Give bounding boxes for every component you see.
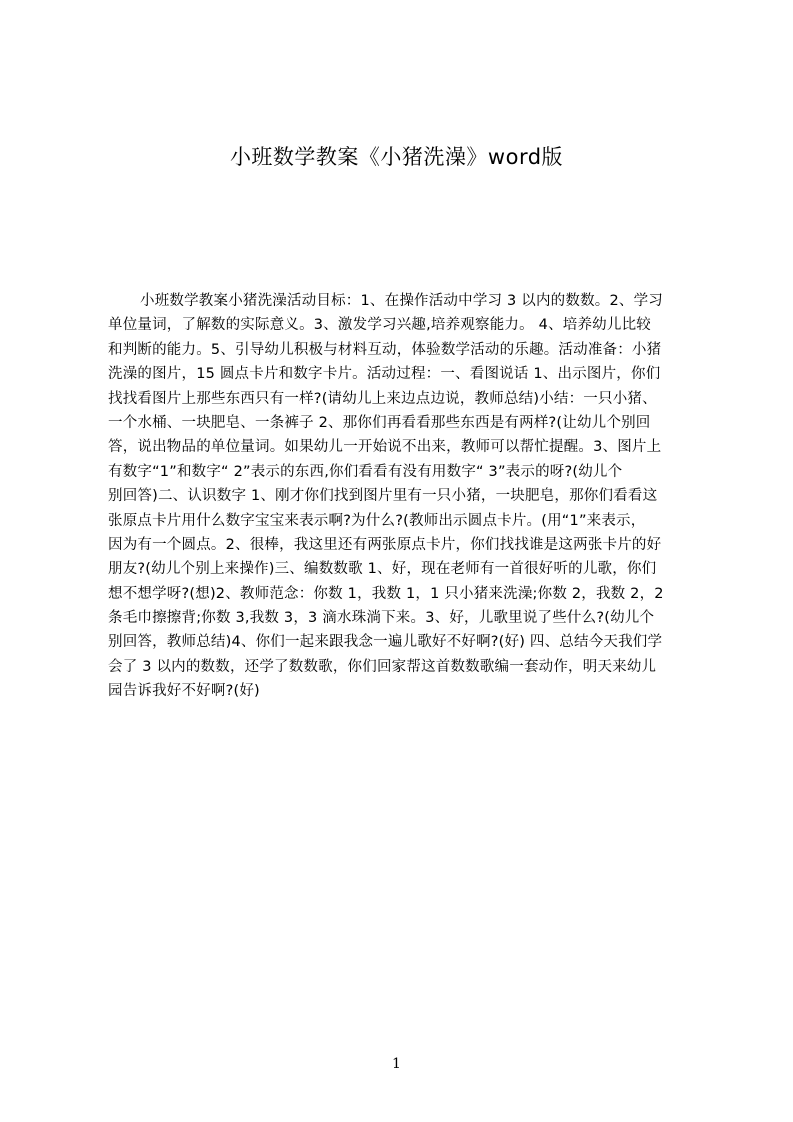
body-line: 一个水桶、一块肥皂、一条裤子 2、那你们再看看那些东西是有两样?(让幼儿个别回 <box>108 414 651 431</box>
body-line: 园告诉我好不好啊?(好) <box>108 683 260 700</box>
body-line: 小班数学教案小猪洗澡活动目标：1、在操作活动中学习 3 以内的数数。2、学习 <box>140 293 663 309</box>
body-line: 找找看图片上那些东西只有一样?(请幼儿上来边点边说，教师总结)小结：一只小猪、 <box>108 390 657 407</box>
body-line: 别回答，教师总结)4、你们一起来跟我念一遍儿歌好不好啊?(好) 四、总结今天我们学 <box>108 634 663 651</box>
body-line: 有数字“1”和数字“ 2”表示的东西,你们看看有没有用数字“ 3”表示的呀?(幼儿个 <box>108 463 623 480</box>
body-line: 朋友?(幼儿个别上来操作)三、编数数歌 1、好，现在老师有一首很好听的儿歌，你们 <box>108 561 657 578</box>
page-number: 1 <box>392 1056 401 1072</box>
body-line: 答，说出物品的单位量词。如果幼儿一开始说不出来，教师可以帮忙提醒。3、图片上 <box>108 439 662 456</box>
body-line: 想不想学呀?(想)2、教师范念：你数 1，我数 1，1 只小猪来洗澡;你数 2，我数 2，2 <box>108 585 664 602</box>
body-line: 和判断的能力。5、引导幼儿积极与材料互动，体验数学活动的乐趣。活动准备：小猪 <box>108 341 662 358</box>
body-line: 单位量词，了解数的实际意义。3、激发学习兴趣,培养观察能力。 4、培养幼儿比较 <box>108 317 651 334</box>
body-line: 因为有一个圆点。2、很棒，我这里还有两张原点卡片，你们找找谁是这两张卡片的好 <box>108 536 662 553</box>
body-line: 别回答)二、认识数字 1、刚才你们找到图片里有一只小猪，一块肥皂，那你们看看这 <box>108 488 658 505</box>
document-title: 小班数学教案《小猪洗澡》word版 <box>229 145 564 169</box>
body-line: 条毛巾擦擦背;你数 3,我数 3，3 滴水珠淌下来。3、好，儿歌里说了些什么?(幼儿个 <box>108 610 655 627</box>
document-body <box>108 289 698 749</box>
body-line: 会了 3 以内的数数，还学了数数歌，你们回家帮这首数数歌编一套动作，明天来幼儿 <box>108 658 657 675</box>
body-line: 张原点卡片用什么数字宝宝来表示啊?为什么?(教师出示圆点卡片。(用“1”来表示， <box>108 512 646 529</box>
body-line: 洗澡的图片，15 圆点卡片和数字卡片。活动过程：一、看图说话 1、出示图片，你们 <box>108 366 661 383</box>
